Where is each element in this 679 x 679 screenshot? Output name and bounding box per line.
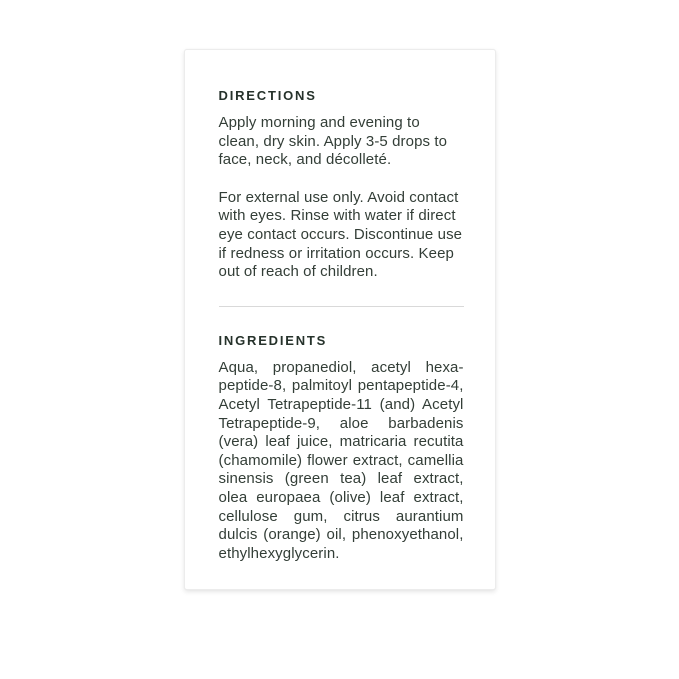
directions-section (219, 88, 464, 282)
directions-usage-paragraph: Apply morning and evening to clean, dry skin. Apply 3-5 drops to face, neck, and décolleté. (218, 114, 448, 169)
directions-warning-paragraph: For external use only. Avoid contact with eyes. Rinse with water if direct eye contact occurs. Discontinue use if redness or irritation occurs. Keep out of reach of children. (218, 188, 463, 281)
directions-heading: DIRECTIONS (218, 88, 317, 103)
ingredients-heading: INGREDIENTS (218, 332, 328, 348)
ingredients-section (219, 333, 464, 564)
ingredients-paragraph: Aqua, propanediol, acetyl hexapeptide-8, palmitoyl pentapeptide-4, Acetyl Tetrapeptide-11 (and) Acetyl Tetrapeptide-9, aloe barbadenis (vera) leaf juice, matricaria recutita (chamomile) flower extract, camellia sinensis (green tea) leaf extract, olea europaea (olive) leaf extract, cellulose gum, citrus aurantium dulcis (orange) oil, phenoxyethanol, ethylhexyglycerin. (218, 358, 464, 562)
product-label-card (184, 49, 496, 590)
section-divider (219, 306, 464, 307)
